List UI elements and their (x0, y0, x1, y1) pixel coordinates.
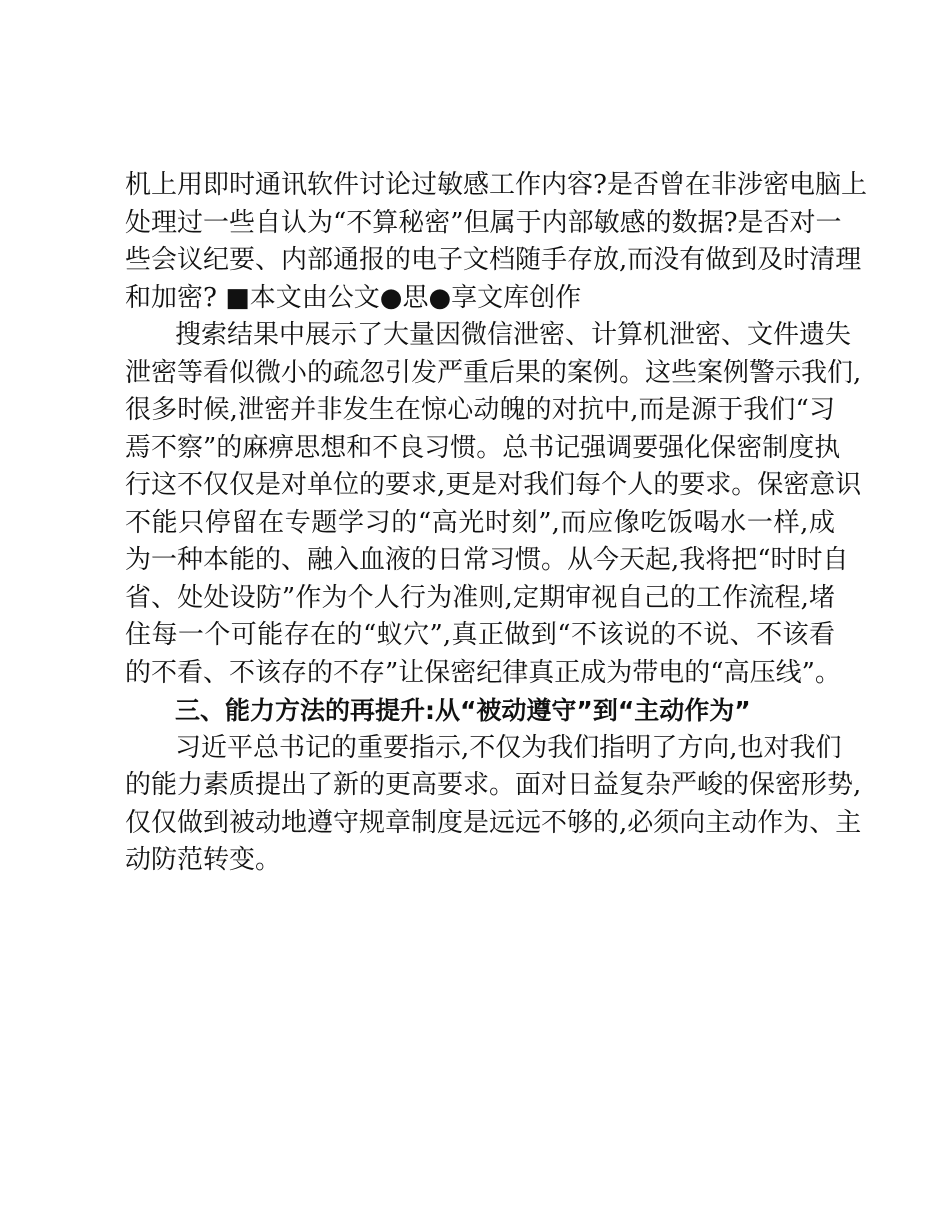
document-body (125, 167, 867, 880)
text-line: 焉不察”的麻痹思想和不良习惯。总书记强调要强化保密制度执 (125, 432, 841, 463)
text-line: 习近平总书记的重要指示,不仅为我们指明了方向,也对我们 (175, 732, 842, 763)
section-heading: 三、能力方法的再提升:从“被动遵守”到“主动作为” (175, 696, 751, 725)
text-line: 很多时候,泄密并非发生在惊心动魄的对抗中,而是源于我们“习 (125, 395, 835, 425)
paragraph-leak-cases (125, 317, 862, 692)
text-line: 处理过一些自认为“不算秘密”但属于内部敏感的数据?是否对一 (125, 207, 842, 238)
text-line: 动防范转变。 (125, 845, 282, 875)
text-line: 仅仅做到被动地遵守规章制度是远远不够的,必须向主动作为、主 (125, 807, 862, 838)
text-line: 些会议纪要、内部通报的电子文档随手存放,而没有做到及时清理 (125, 245, 862, 275)
text-line: 住每一个可能存在的“蚁穴”,真正做到“不该说的不说、不该看 (125, 620, 835, 650)
text-line: 的不看、不该存的不存”让保密纪律真正成为带电的“高压线”。 (125, 657, 841, 688)
text-line: 不能只停留在专题学习的“高光时刻”,而应像吃饭喝水一样,成 (125, 507, 835, 538)
text-line: 为一种本能的、融入血液的日常习惯。从今天起,我将把“时时自 (125, 545, 849, 575)
text-line: 泄密等看似微小的疏忽引发严重后果的案例。这些案例警示我们, (125, 357, 862, 388)
text-line: 行这不仅仅是对单位的要求,更是对我们每个人的要求。保密意识 (125, 470, 862, 500)
text-line: 省、处处设防”作为个人行为准则,定期审视自己的工作流程,堵 (125, 582, 835, 613)
text-line: 和加密? ■本文由公文●思●享文库创作 (125, 282, 582, 313)
paragraph-self-check (125, 167, 867, 317)
text-line: 搜索结果中展示了大量因微信泄密、计算机泄密、文件遗失 (175, 320, 852, 350)
text-line: 机上用即时通讯软件讨论过敏感工作内容?是否曾在非涉密电脑上 (125, 170, 867, 200)
paragraph-ability-improvement (125, 730, 862, 880)
text-line: 的能力素质提出了新的更高要求。面对日益复杂严峻的保密形势, (125, 770, 862, 800)
